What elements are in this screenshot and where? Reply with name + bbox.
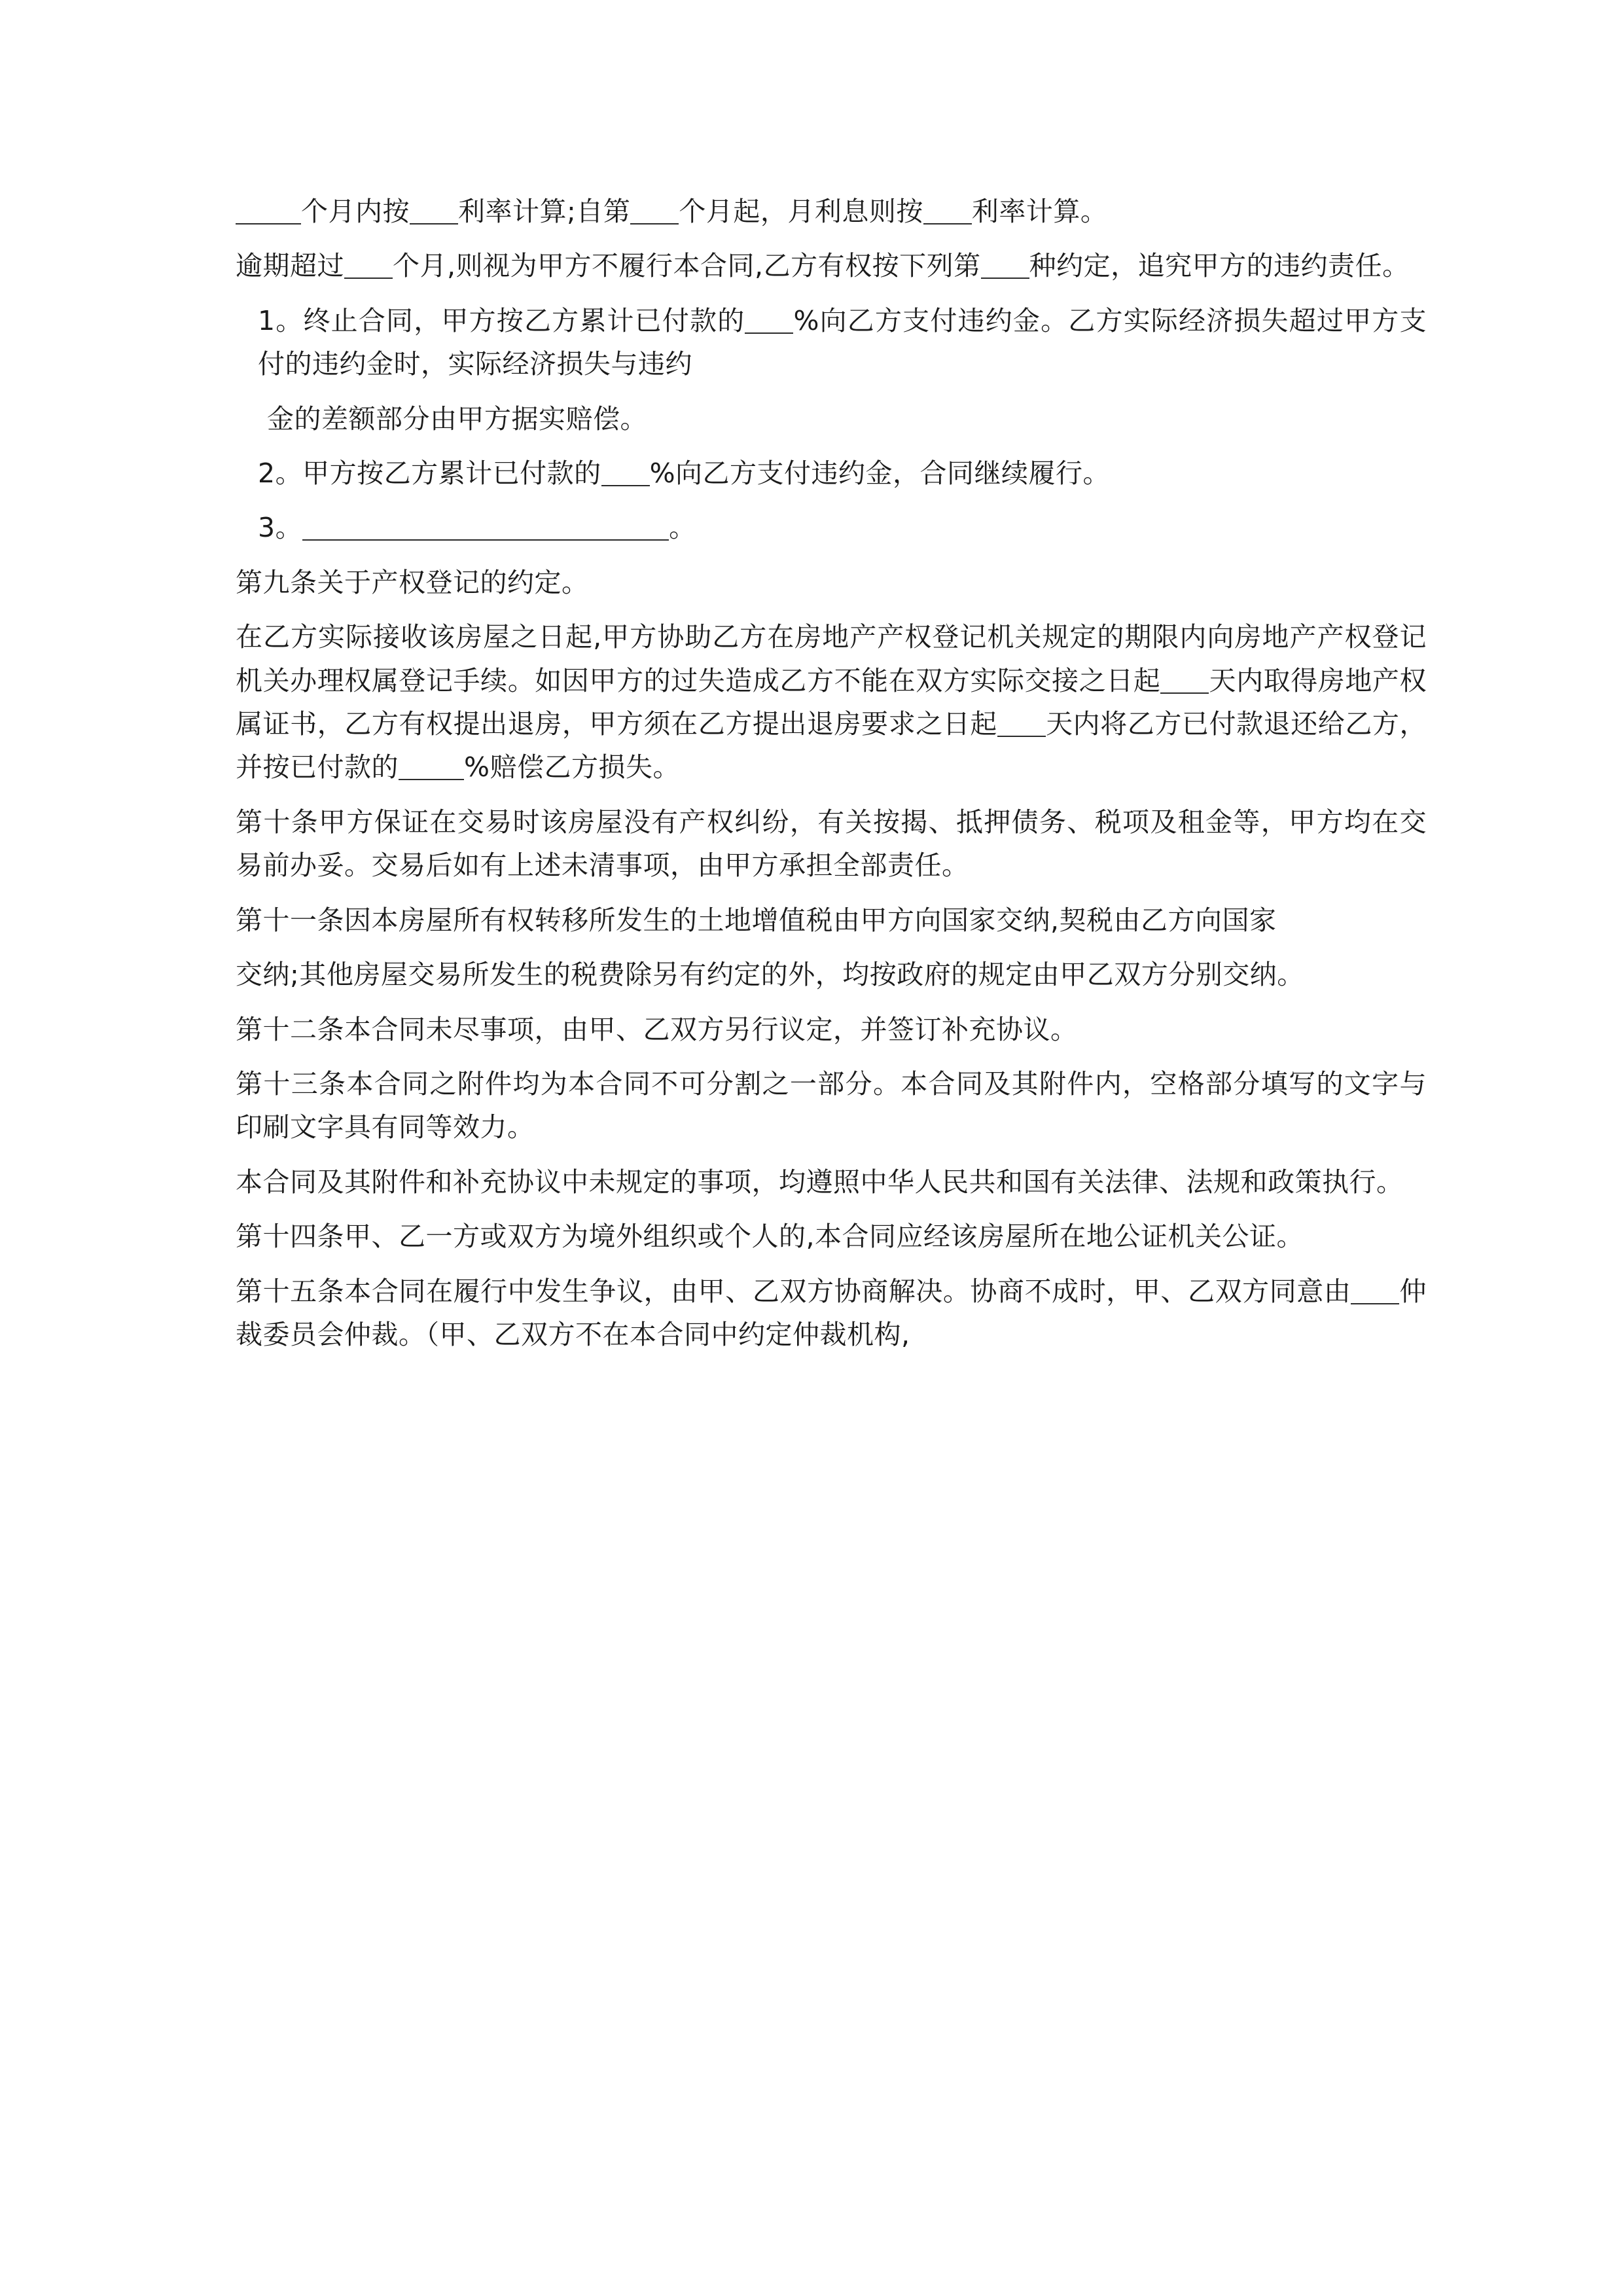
fill-in-blank[interactable] bbox=[997, 711, 1046, 737]
paragraph bbox=[236, 299, 1427, 386]
document-body bbox=[236, 190, 1427, 1356]
paragraph-text: 第十一条因本房屋所有权转移所发生的土地增值税由甲方向国家交纳,契税由乙方向国家 bbox=[236, 904, 1277, 936]
paragraph-text: 第九条关于产权登记的约定。 bbox=[236, 566, 589, 598]
paragraph-text: 金的差额部分由甲方据实赔偿。 bbox=[267, 403, 647, 435]
paragraph bbox=[236, 1215, 1427, 1258]
paragraph bbox=[236, 561, 1427, 604]
fill-in-blank[interactable] bbox=[1351, 1278, 1399, 1304]
paragraph bbox=[236, 615, 1427, 789]
fill-in-blank[interactable] bbox=[745, 308, 793, 334]
paragraph-text: 交纳;其他房屋交易所发生的税费除另有约定的外，均按政府的规定由甲乙双方分别交纳。 bbox=[236, 959, 1304, 991]
paragraph-text: 3。 bbox=[258, 512, 303, 544]
paragraph-text: 本合同及其附件和补充协议中未规定的事项，均遵照中华人民共和国有关法律、法规和政策执行。 bbox=[236, 1166, 1404, 1198]
paragraph-text: 利率计算。 bbox=[971, 196, 1108, 227]
fill-in-blank[interactable] bbox=[981, 253, 1029, 279]
paragraph bbox=[236, 899, 1427, 942]
paragraph-text: 2。甲方按乙方累计已付款的 bbox=[258, 457, 601, 490]
paragraph-text: 利率计算;自第 bbox=[458, 196, 631, 227]
fill-in-blank[interactable] bbox=[410, 198, 458, 224]
paragraph bbox=[236, 244, 1427, 287]
paragraph-text: 在乙方实际接收该房屋之日起,甲方协助乙方在房地产产权登记机关规定的期限内向房地产产权登记机关办理权属登记手续。如因甲方的过失造成乙方不能在双方实际交接之日起 bbox=[236, 621, 1427, 696]
paragraph bbox=[236, 506, 1427, 549]
paragraph-text: 种约定，追究甲方的违约责任。 bbox=[1029, 250, 1410, 282]
paragraph bbox=[236, 1160, 1427, 1204]
paragraph-text: 1。终止合同，甲方按乙方累计已付款的 bbox=[258, 304, 745, 336]
fill-in-blank[interactable] bbox=[601, 460, 650, 486]
paragraph bbox=[236, 452, 1427, 495]
paragraph-text: %向乙方支付违约金。乙方实际经济损失超过甲方支付的违约金时，实际经济损失与违约 bbox=[258, 304, 1427, 380]
fill-in-blank[interactable] bbox=[302, 514, 669, 541]
paragraph-text: 第十三条本合同之附件均为本合同不可分割之一部分。本合同及其附件内，空格部分填写的文字与印刷文字具有同等效力。 bbox=[236, 1067, 1427, 1143]
paragraph-text: %赔偿乙方损失。 bbox=[464, 751, 680, 783]
paragraph bbox=[236, 800, 1427, 888]
paragraph-text: 。 bbox=[669, 512, 696, 544]
paragraph-text: 个月,则视为甲方不履行本合同,乙方有权按下列第 bbox=[393, 250, 981, 282]
paragraph-text: 逾期超过 bbox=[236, 250, 344, 282]
fill-in-blank[interactable] bbox=[399, 754, 464, 780]
paragraph bbox=[236, 397, 1427, 440]
fill-in-blank[interactable] bbox=[236, 198, 301, 224]
fill-in-blank[interactable] bbox=[1160, 668, 1209, 694]
paragraph bbox=[236, 190, 1427, 233]
paragraph bbox=[236, 1008, 1427, 1051]
fill-in-blank[interactable] bbox=[630, 198, 679, 224]
paragraph-text: 第十二条本合同未尽事项，由甲、乙双方另行议定，并签订补充协议。 bbox=[236, 1013, 1078, 1045]
paragraph bbox=[236, 1062, 1427, 1149]
fill-in-blank[interactable] bbox=[923, 198, 972, 224]
paragraph-text: 仲裁委员会仲裁。（甲、乙双方不在本合同中约定仲裁机构, bbox=[236, 1275, 1427, 1350]
paragraph-text: 第十四条甲、乙一方或双方为境外组织或个人的,本合同应经该房屋所在地公证机关公证。 bbox=[236, 1221, 1304, 1253]
paragraph-text: 天内取得房地产权属证书，乙方有权提出退房，甲方须在乙方提出退房要求之日起 bbox=[236, 664, 1427, 740]
paragraph-text: %向乙方支付违约金，合同继续履行。 bbox=[649, 457, 1111, 490]
paragraph bbox=[236, 1270, 1427, 1357]
paragraph-text: 个月起，月利息则按 bbox=[679, 196, 923, 227]
paragraph-text: 个月内按 bbox=[301, 196, 410, 227]
fill-in-blank[interactable] bbox=[344, 253, 393, 279]
paragraph-text: 天内将乙方已付款退还给乙方，并按已付款的 bbox=[236, 708, 1427, 783]
paragraph-text: 第十五条本合同在履行中发生争议，由甲、乙双方协商解决。协商不成时，甲、乙双方同意由 bbox=[236, 1275, 1351, 1307]
paragraph bbox=[236, 953, 1427, 996]
paragraph-text: 第十条甲方保证在交易时该房屋没有产权纠纷，有关按揭、抵押债务、税项及租金等，甲方均在交易前办妥。交易后如有上述未清事项，由甲方承担全部责任。 bbox=[236, 806, 1427, 882]
